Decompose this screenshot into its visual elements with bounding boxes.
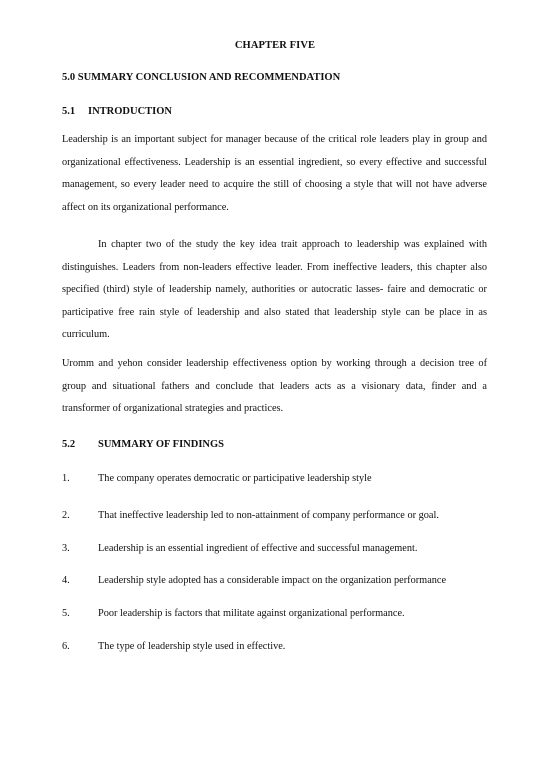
finding-text: That ineffective leadership led to non-attainment of company performance or goal. <box>98 510 439 521</box>
finding-item <box>62 543 417 554</box>
section-heading-introduction <box>62 106 172 117</box>
finding-number: 5. <box>62 608 70 619</box>
finding-item <box>62 510 439 521</box>
finding-item <box>62 641 285 652</box>
section-number: 5.2 <box>62 439 76 450</box>
finding-text: Leadership is an essential ingredient of effective and successful management. <box>98 543 418 554</box>
finding-item <box>62 575 446 586</box>
finding-text: The company operates democratic or participative leadership style <box>98 473 372 484</box>
finding-number: 1. <box>62 473 70 484</box>
paragraph-introduction-3: Uromm and yehon consider leadership effectiveness option by working through a decision tree of group and situational fathers and conclude that leaders acts as a visionary data, finder and a transformer of organizational strategies and practices. <box>62 358 487 414</box>
section-number: 5.1 <box>62 106 76 117</box>
finding-item <box>62 608 405 619</box>
finding-text: Poor leadership is factors that militate against organizational performance. <box>98 608 405 619</box>
finding-number: 2. <box>62 510 70 521</box>
chapter-title: CHAPTER FIVE <box>234 40 316 51</box>
finding-text: The type of leadership style used in effective. <box>98 641 286 652</box>
paragraph-introduction-2: In chapter two of the study the key idea trait approach to leadership was explained with distinguishes. Leaders from non-leaders effective leader. From ineffective leaders, this chapter also specified (third) style of leadership namely, authorities or autocratic lasses- faire and democratic or participative free rain style of leadership and also stated that leadership style can be place in as curriculum. <box>62 239 487 340</box>
paragraph-introduction-1: Leadership is an important subject for manager because of the critical role leaders play in group and organizational effectiveness. Leadership is an essential ingredient, so every effective and successful management, so every leader need to acquire the still of choosing a style that will not have adverse affect on its organizational performance. <box>62 134 487 213</box>
section-title: INTRODUCTION <box>88 106 173 117</box>
section-heading-summary: 5.0 SUMMARY CONCLUSION AND RECOMMENDATION <box>62 72 341 83</box>
finding-number: 6. <box>62 641 70 652</box>
finding-text: Leadership style adopted has a considerable impact on the organization performance <box>98 575 447 586</box>
section-heading-findings <box>62 439 224 450</box>
finding-number: 3. <box>62 543 70 554</box>
section-title: SUMMARY OF FINDINGS <box>98 439 225 450</box>
finding-item <box>62 473 372 484</box>
finding-number: 4. <box>62 575 70 586</box>
